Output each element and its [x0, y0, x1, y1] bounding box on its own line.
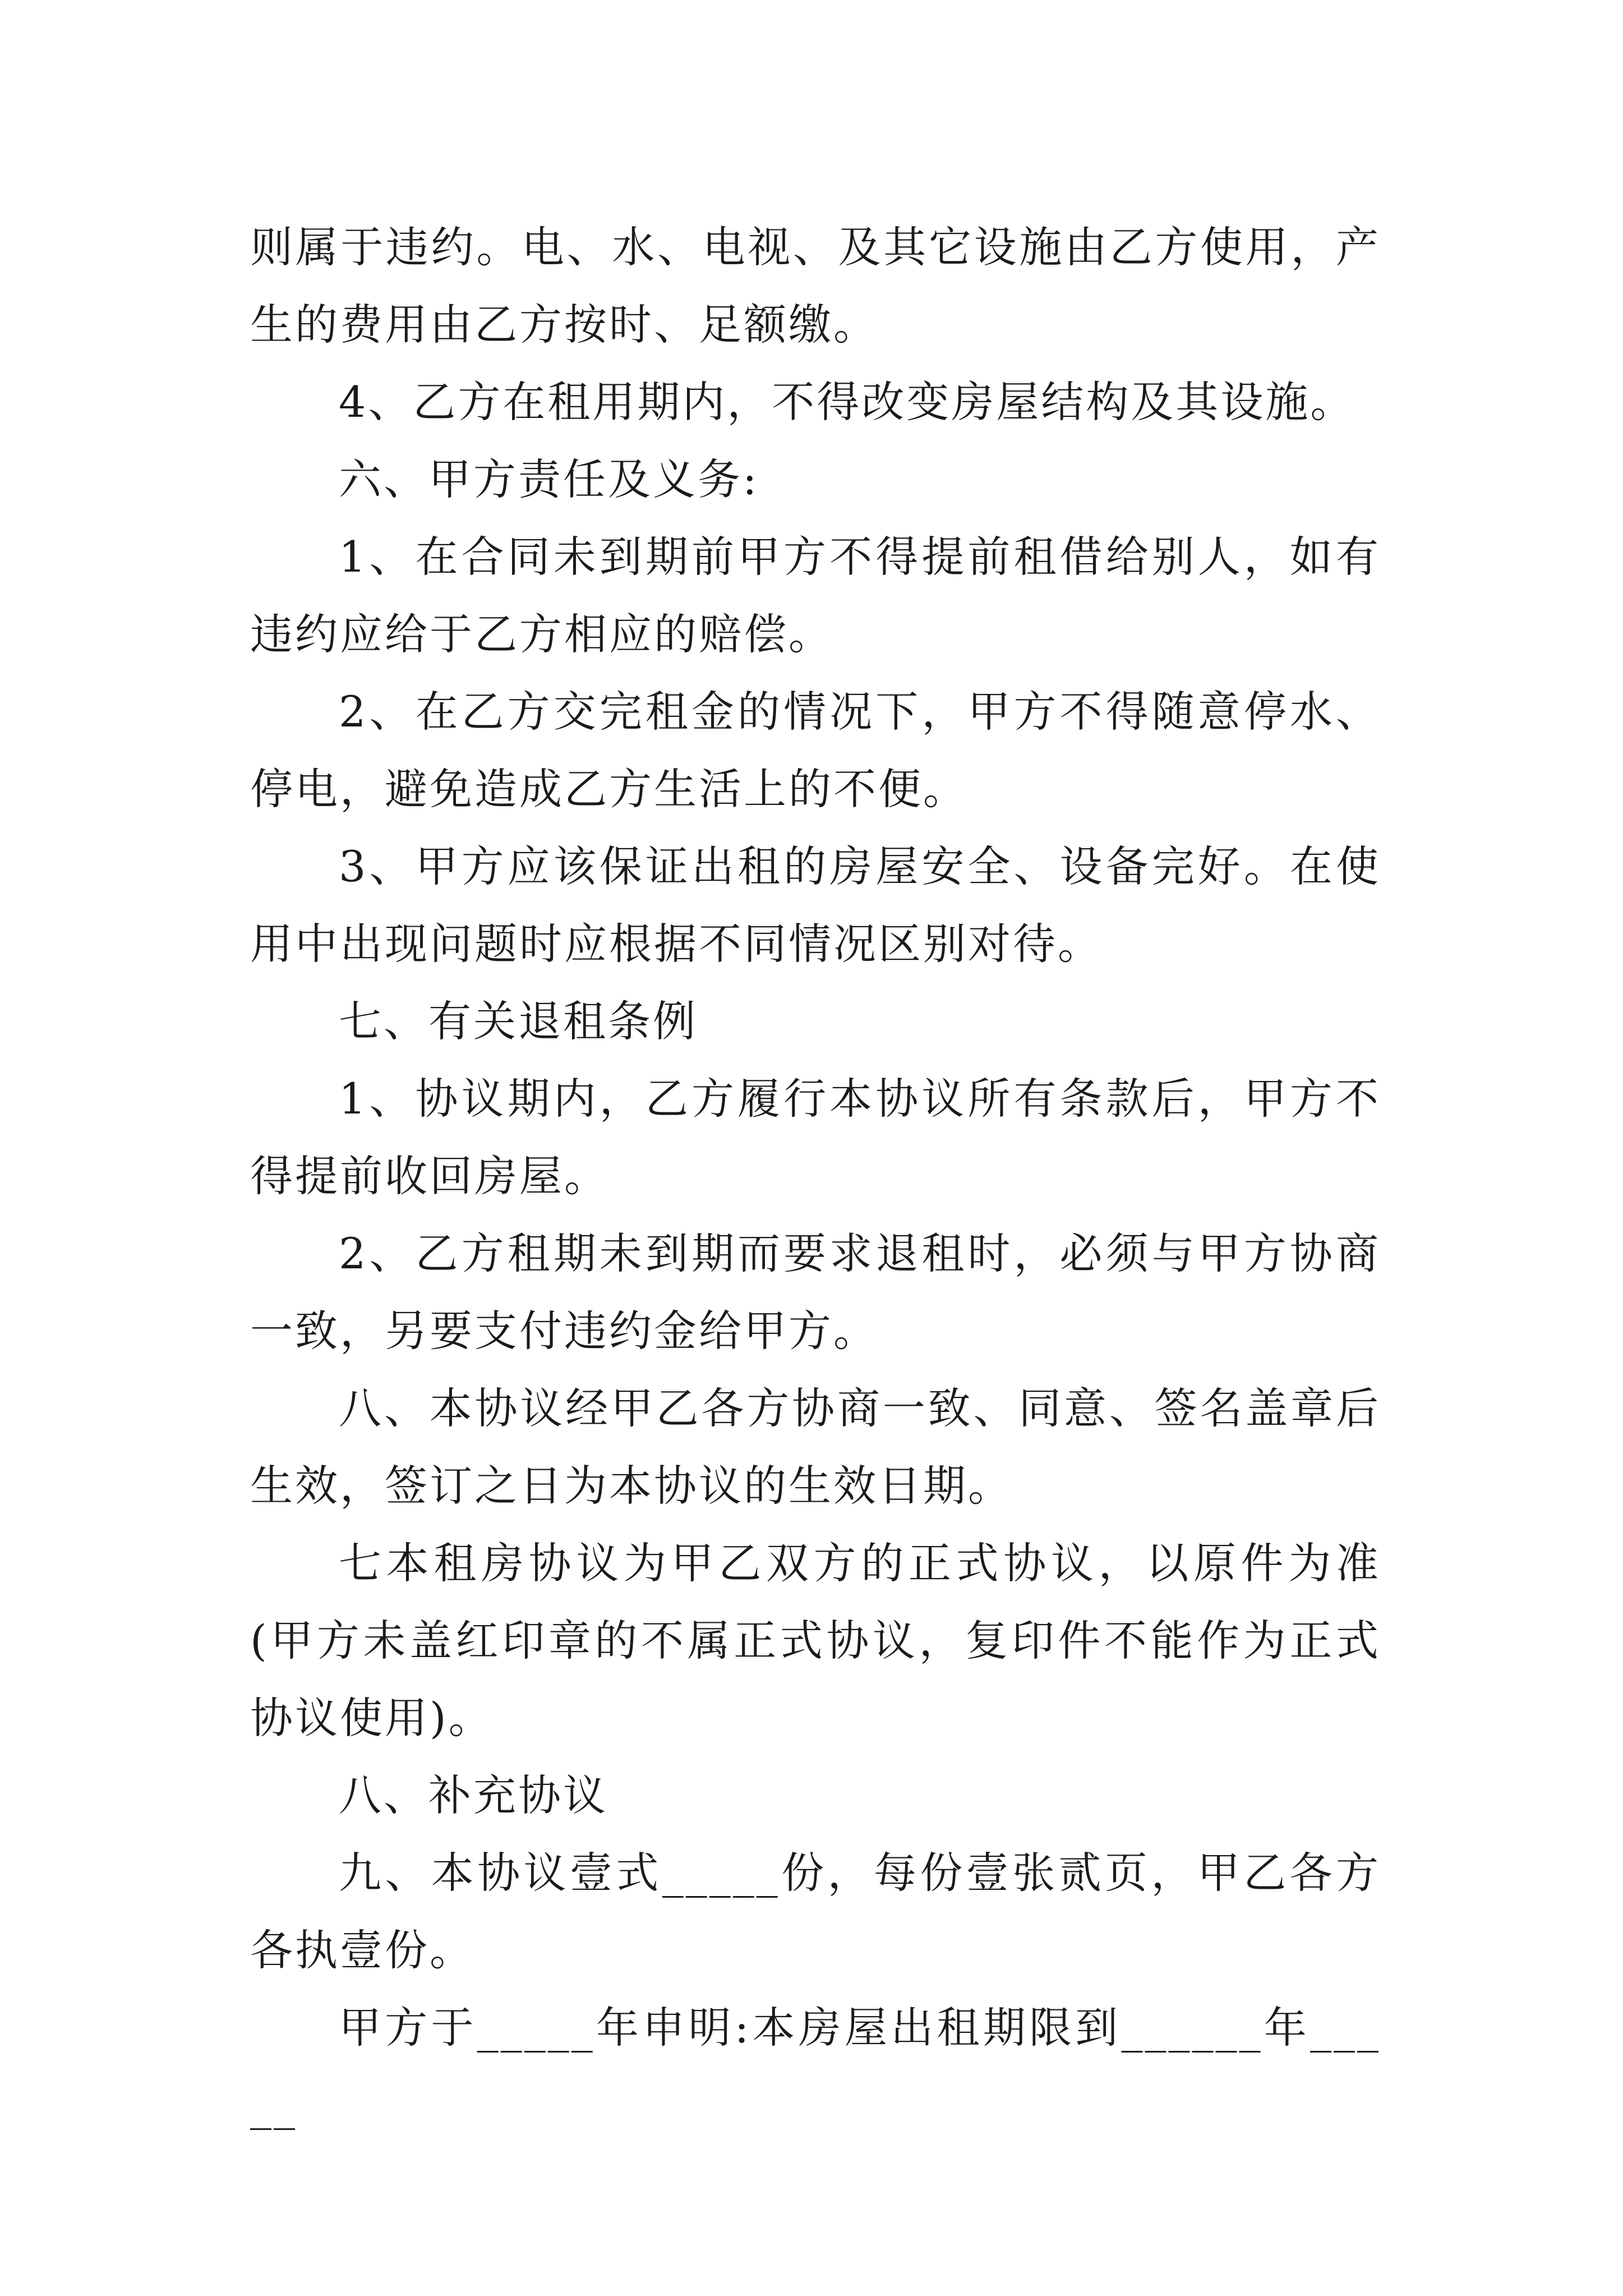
paragraph-clause-4: 4、乙方在租用期内，不得改变房屋结构及其设施。: [339, 377, 1355, 427]
document-body: [250, 209, 1381, 2144]
paragraph-clause-7-1: 1、协议期内，乙方履行本协议所有条款后，甲方不得提前收回房屋。: [250, 1074, 1381, 1201]
paragraph-clause-6-1: 1、在合同未到期前甲方不得提前租借给别人，如有违约应给于乙方相应的赔偿。: [250, 532, 1381, 659]
section-heading-supplement: 八、补充协议: [339, 1770, 608, 1820]
paragraph-formal-agreement: 七本租房协议为甲乙双方的正式协议，以原件为准(甲方未盖红印章的不属正式协议，复印件不能作为正式协议使用)。: [250, 1538, 1381, 1743]
paragraph-continuation: 则属于违约。电、水、电视、及其它设施由乙方使用，产生的费用由乙方按时、足额缴。: [250, 222, 1381, 349]
section-heading-7: 七、有关退租条例: [339, 996, 698, 1046]
paragraph-lessor-declaration: 甲方于_____年申明:本房屋出租期限到______年_____: [250, 2003, 1381, 2130]
paragraph-clause-6-2: 2、在乙方交完租金的情况下，甲方不得随意停水、停电，避免造成乙方生活上的不便。: [250, 687, 1381, 814]
paragraph-clause-7-2: 2、乙方租期未到期而要求退租时，必须与甲方协商一致，另要支付违约金给甲方。: [250, 1228, 1381, 1356]
paragraph-clause-6-3: 3、甲方应该保证出租的房屋安全、设备完好。在使用中出现问题时应根据不同情况区别对待。: [250, 841, 1381, 969]
section-8-effective: 八、本协议经甲乙各方协商一致、同意、签名盖章后生效，签订之日为本协议的生效日期。: [250, 1383, 1381, 1511]
section-9-copies: 九、本协议壹式_____份，每份壹张贰页，甲乙各方各执壹份。: [250, 1848, 1381, 1975]
section-heading-6: 六、甲方责任及义务:: [339, 454, 759, 504]
